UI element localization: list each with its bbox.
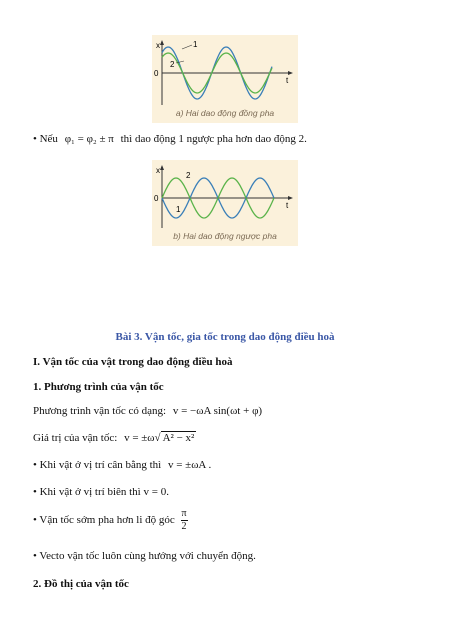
curve-2-label: 2	[170, 60, 175, 69]
figure-caption: b) Hai dao động ngược pha	[173, 231, 277, 241]
velocity-value: Giá trị của vận tốc: v = ±ω√ A² − x²	[33, 432, 195, 444]
section-heading-1: I. Vận tốc của vật trong dao động điều hoà	[33, 356, 233, 368]
equilibrium-formula: v = ±ωA .	[167, 459, 212, 471]
equilibrium-bullet	[33, 459, 211, 471]
equation-formula: v = −ωA sin(ωt + φ)	[172, 405, 263, 417]
amplitude-bullet: • Khi vật ở vị trí biên thì v = 0.	[33, 486, 169, 498]
origin-label: 0	[154, 194, 159, 203]
curve-1-label: 1	[176, 205, 181, 214]
phase-bullet	[33, 133, 307, 145]
figure-opposite-phase	[152, 160, 298, 246]
equation-label: Phương trình vận tốc có dạng:	[33, 405, 167, 417]
axis-x-label: x	[156, 41, 160, 50]
equilibrium-text: • Khi vật ở vị trí cân bằng thì	[33, 459, 162, 471]
pi-over-2-fraction	[181, 508, 188, 533]
fraction-numerator: π	[181, 508, 187, 519]
phase-formula: φ₁ = φ₂ ± π	[64, 133, 114, 145]
origin-label: 0	[154, 69, 159, 78]
subsection-heading-2: 2. Đồ thị của vận tốc	[33, 578, 129, 590]
phase-bullet-prefix: • Nếu	[33, 133, 58, 145]
axis-t-label: t	[286, 76, 289, 85]
figure-caption: a) Hai dao động đồng pha	[175, 108, 275, 118]
direction-bullet: • Vecto vận tốc luôn cùng hướng với chuyển động.	[33, 550, 256, 562]
fraction-denominator: 2	[181, 521, 187, 532]
value-label: Giá trị của vận tốc:	[33, 432, 118, 444]
lesson-title: Bài 3. Vận tốc, gia tốc trong dao động điều hoà	[115, 331, 335, 343]
phase-bullet-suffix: thì dao động 1 ngược pha hơn dao động 2.	[120, 133, 307, 145]
curve-1-label: 1	[193, 40, 198, 49]
figure-in-phase	[152, 35, 298, 123]
value-prefix: v = ±ω	[124, 432, 155, 444]
axis-t-label: t	[286, 201, 289, 210]
value-radicand: A² − x²	[162, 432, 195, 444]
phase-lead-text: • Vận tốc sớm pha hơn li độ góc	[33, 514, 175, 527]
subsection-heading-1: 1. Phương trình của vận tốc	[33, 381, 164, 393]
axis-x-label: x	[156, 166, 160, 175]
curve-2-label: 2	[186, 171, 191, 180]
velocity-equation	[33, 405, 262, 417]
phase-lead-bullet	[33, 508, 188, 533]
